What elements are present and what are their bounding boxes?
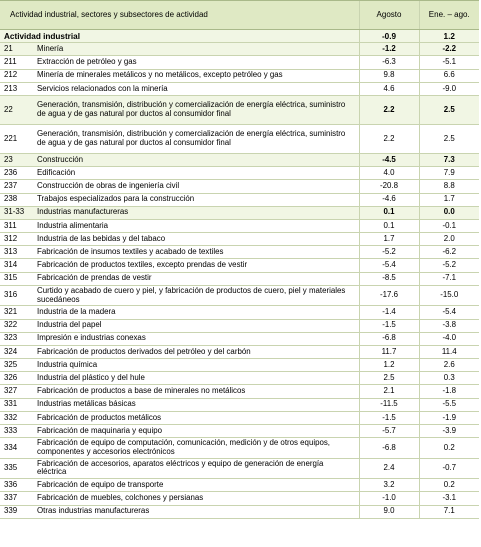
row-description: Industrias manufactureras (33, 206, 359, 219)
row-description: Generación, transmisión, distribución y comercialización de energía eléctrica, suministro de agua y de gas natural por ductos al consumidor final (33, 124, 359, 153)
row-description: Curtido y acabado de cuero y piel, y fabricación de productos de cuero, piel y materiales sucedáneos (33, 285, 359, 306)
row-description: Fabricación de maquinaria y equipo (33, 425, 359, 438)
table-row (0, 69, 479, 82)
row-code: 314 (0, 259, 33, 272)
row-august-value: 2.4 (359, 458, 419, 479)
row-code: 312 (0, 233, 33, 246)
table-row (0, 306, 479, 319)
row-jan-aug-value: 1.7 (419, 193, 479, 206)
row-description: Minería de minerales metálicos y no metálicos, excepto petróleo y gas (33, 69, 359, 82)
row-jan-aug-value: 8.8 (419, 180, 479, 193)
row-jan-aug-value: 7.9 (419, 167, 479, 180)
row-description: Fabricación de insumos textiles y acabado de textiles (33, 246, 359, 259)
row-code: 316 (0, 285, 33, 306)
row-jan-aug-value: 11.4 (419, 345, 479, 358)
table-row (0, 332, 479, 345)
row-code: 325 (0, 359, 33, 372)
table-row (0, 479, 479, 492)
row-code: 326 (0, 372, 33, 385)
row-august-value: -5.2 (359, 246, 419, 259)
row-description: Minería (33, 43, 359, 56)
row-jan-aug-value: 2.5 (419, 124, 479, 153)
table-row (0, 372, 479, 385)
row-jan-aug-value: -4.0 (419, 332, 479, 345)
row-code: 221 (0, 124, 33, 153)
row-jan-aug-value: 2.5 (419, 95, 479, 124)
row-august-value: -4.5 (359, 153, 419, 166)
row-code: 21 (0, 43, 33, 56)
row-august-value: -1.5 (359, 319, 419, 332)
row-code: 332 (0, 411, 33, 424)
row-august-value: -5.7 (359, 425, 419, 438)
row-jan-aug-value: -3.1 (419, 492, 479, 505)
row-code: 23 (0, 153, 33, 166)
row-august-value: -4.6 (359, 193, 419, 206)
table-row (0, 246, 479, 259)
row-code: 322 (0, 319, 33, 332)
row-description: Extracción de petróleo y gas (33, 56, 359, 69)
row-code: 339 (0, 505, 33, 518)
row-august-value: 0.1 (359, 206, 419, 219)
row-august-value: -5.4 (359, 259, 419, 272)
header-jan-aug: Ene. – ago. (419, 1, 479, 30)
row-code: 335 (0, 458, 33, 479)
row-jan-aug-value: -0.7 (419, 458, 479, 479)
row-code: 212 (0, 69, 33, 82)
row-jan-aug-value: -9.0 (419, 82, 479, 95)
row-description: Edificación (33, 167, 359, 180)
row-code: 327 (0, 385, 33, 398)
row-description: Fabricación de productos derivados del petróleo y del carbón (33, 345, 359, 358)
table-row (0, 505, 479, 518)
table-row (0, 492, 479, 505)
table-header-row (0, 1, 479, 30)
row-august-value: 9.8 (359, 69, 419, 82)
row-description: Industria alimentaria (33, 219, 359, 232)
row-code: 236 (0, 167, 33, 180)
row-august-value: -6.8 (359, 332, 419, 345)
header-activity: Actividad industrial, sectores y subsectores de actividad (0, 1, 359, 30)
row-august-value: -17.6 (359, 285, 419, 306)
row-august-value: 0.1 (359, 219, 419, 232)
row-description: Fabricación de equipo de computación, comunicación, medición y de otros equipos, componentes y accesorios electrónicos (33, 438, 359, 459)
row-description: Fabricación de prendas de vestir (33, 272, 359, 285)
table-row (0, 82, 479, 95)
row-jan-aug-value: -2.2 (419, 43, 479, 56)
table-row (0, 285, 479, 306)
row-jan-aug-value: 0.2 (419, 438, 479, 459)
row-august-value: 4.6 (359, 82, 419, 95)
row-jan-aug-value: 1.2 (419, 30, 479, 43)
table-row (0, 272, 479, 285)
row-description: Trabajos especializados para la construcción (33, 193, 359, 206)
row-description: Construcción (33, 153, 359, 166)
table-row (0, 398, 479, 411)
row-jan-aug-value: -6.2 (419, 246, 479, 259)
table-row (0, 385, 479, 398)
row-jan-aug-value: -5.1 (419, 56, 479, 69)
table-row (0, 219, 479, 232)
row-description: Fabricación de accesorios, aparatos eléctricos y equipo de generación de energía eléctrica (33, 458, 359, 479)
row-august-value: 1.7 (359, 233, 419, 246)
row-august-value: -6.3 (359, 56, 419, 69)
table-row (0, 259, 479, 272)
row-description: Impresión e industrias conexas (33, 332, 359, 345)
row-august-value: 4.0 (359, 167, 419, 180)
row-code: 324 (0, 345, 33, 358)
row-jan-aug-value: -15.0 (419, 285, 479, 306)
row-description: Industria del papel (33, 319, 359, 332)
row-code: 22 (0, 95, 33, 124)
row-august-value: -6.8 (359, 438, 419, 459)
row-august-value: 2.1 (359, 385, 419, 398)
row-jan-aug-value: 0.2 (419, 479, 479, 492)
row-jan-aug-value: 6.6 (419, 69, 479, 82)
row-august-value: -0.9 (359, 30, 419, 43)
row-august-value: 3.2 (359, 479, 419, 492)
table-body (0, 30, 479, 519)
row-jan-aug-value: -5.4 (419, 306, 479, 319)
row-description: Generación, transmisión, distribución y comercialización de energía eléctrica, suministro de agua y de gas natural por ductos al consumidor final (33, 95, 359, 124)
table-row (0, 359, 479, 372)
row-code: 31-33 (0, 206, 33, 219)
row-jan-aug-value: 0.3 (419, 372, 479, 385)
table-row (0, 43, 479, 56)
table-row (0, 411, 479, 424)
row-august-value: 11.7 (359, 345, 419, 358)
row-code: 334 (0, 438, 33, 459)
row-description: Otras industrias manufactureras (33, 505, 359, 518)
row-description: Fabricación de productos metálicos (33, 411, 359, 424)
row-jan-aug-value: 7.3 (419, 153, 479, 166)
row-code: 337 (0, 492, 33, 505)
row-description: Actividad industrial (0, 30, 359, 43)
row-description: Industria del plástico y del hule (33, 372, 359, 385)
table-row (0, 124, 479, 153)
row-jan-aug-value: -7.1 (419, 272, 479, 285)
row-code: 211 (0, 56, 33, 69)
row-august-value: 1.2 (359, 359, 419, 372)
row-august-value: 2.5 (359, 372, 419, 385)
table-row (0, 56, 479, 69)
table-row (0, 319, 479, 332)
row-august-value: -1.2 (359, 43, 419, 56)
table-row (0, 438, 479, 459)
row-jan-aug-value: 7.1 (419, 505, 479, 518)
row-code: 311 (0, 219, 33, 232)
row-jan-aug-value: 2.6 (419, 359, 479, 372)
row-code: 313 (0, 246, 33, 259)
row-code: 336 (0, 479, 33, 492)
table-row (0, 233, 479, 246)
table-row (0, 458, 479, 479)
row-jan-aug-value: -0.1 (419, 219, 479, 232)
table-row (0, 206, 479, 219)
row-jan-aug-value: -3.8 (419, 319, 479, 332)
table-row (0, 425, 479, 438)
row-august-value: -20.8 (359, 180, 419, 193)
row-august-value: -1.0 (359, 492, 419, 505)
table-row (0, 153, 479, 166)
table-row (0, 180, 479, 193)
row-description: Fabricación de muebles, colchones y persianas (33, 492, 359, 505)
row-description: Servicios relacionados con la minería (33, 82, 359, 95)
row-code: 321 (0, 306, 33, 319)
header-august: Agosto (359, 1, 419, 30)
row-description: Fabricación de productos textiles, excepto prendas de vestir (33, 259, 359, 272)
row-august-value: -1.5 (359, 411, 419, 424)
row-jan-aug-value: 0.0 (419, 206, 479, 219)
row-description: Construcción de obras de ingeniería civil (33, 180, 359, 193)
row-description: Industrias metálicas básicas (33, 398, 359, 411)
table-row (0, 193, 479, 206)
row-description: Industria de las bebidas y del tabaco (33, 233, 359, 246)
table-row (0, 95, 479, 124)
row-description: Fabricación de productos a base de minerales no metálicos (33, 385, 359, 398)
row-code: 237 (0, 180, 33, 193)
row-code: 238 (0, 193, 33, 206)
row-jan-aug-value: -3.9 (419, 425, 479, 438)
table-row (0, 345, 479, 358)
row-code: 315 (0, 272, 33, 285)
row-jan-aug-value: -1.8 (419, 385, 479, 398)
row-code: 213 (0, 82, 33, 95)
row-august-value: 2.2 (359, 124, 419, 153)
row-august-value: -11.5 (359, 398, 419, 411)
table-row (0, 167, 479, 180)
row-august-value: -8.5 (359, 272, 419, 285)
row-code: 331 (0, 398, 33, 411)
row-jan-aug-value: -5.2 (419, 259, 479, 272)
row-description: Industria de la madera (33, 306, 359, 319)
table-row (0, 30, 479, 43)
row-august-value: 2.2 (359, 95, 419, 124)
row-description: Fabricación de equipo de transporte (33, 479, 359, 492)
row-august-value: 9.0 (359, 505, 419, 518)
row-jan-aug-value: 2.0 (419, 233, 479, 246)
row-description: Industria química (33, 359, 359, 372)
row-jan-aug-value: -5.5 (419, 398, 479, 411)
row-code: 333 (0, 425, 33, 438)
row-code: 323 (0, 332, 33, 345)
row-august-value: -1.4 (359, 306, 419, 319)
row-jan-aug-value: -1.9 (419, 411, 479, 424)
